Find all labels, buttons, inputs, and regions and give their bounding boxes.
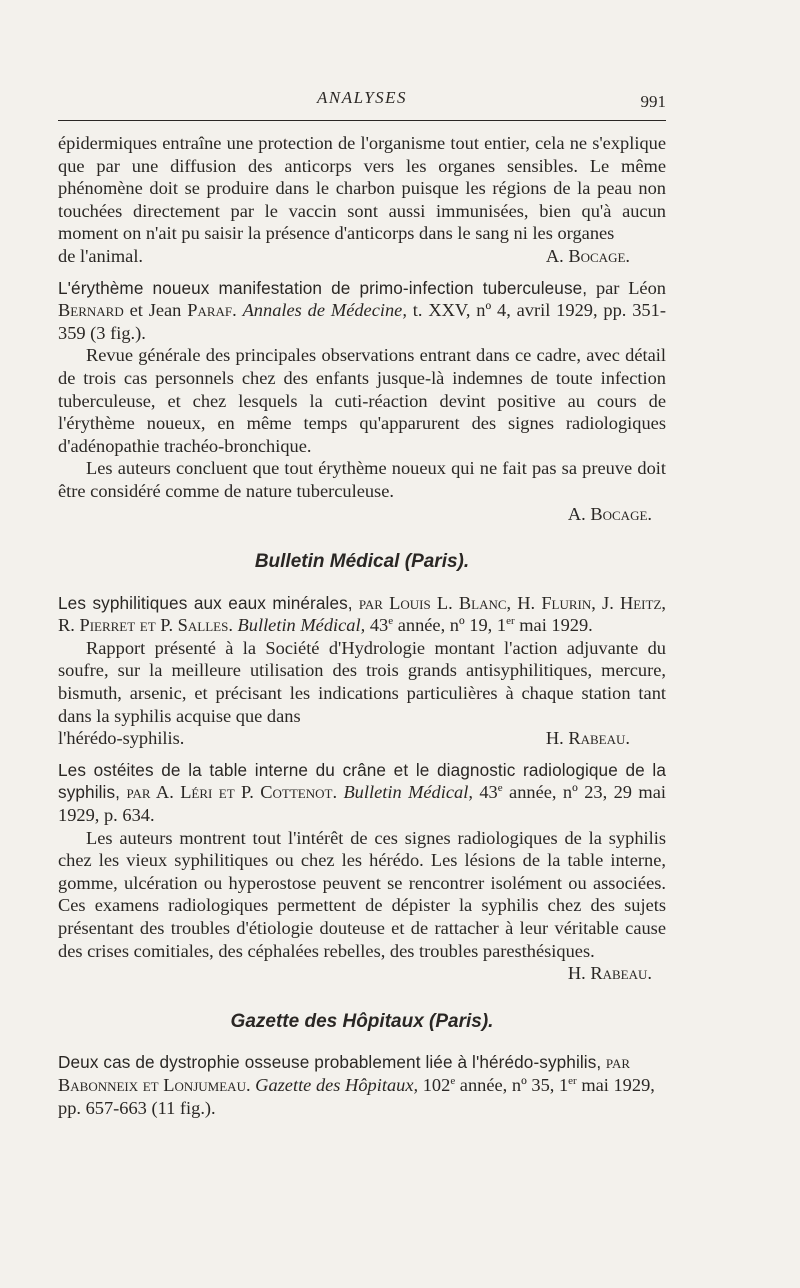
- abstract-dystrophie-citation: [58, 1051, 666, 1119]
- abstract-erytheme-paragraph-1: Revue générale des principales observations entrant dans ce cadre, avec détail de trois cas personnels chez des enfants jusque-là indemnes de toute infection tuberculeuse, et chez lesquels la cuti-réaction devint positive au cours de l'érythème noueux, en même temps qu'apparurent des signes radiologiques d'adénopathie trachéo-bronchique.: [58, 345, 666, 456]
- author-first: Jean: [148, 300, 182, 321]
- ordinal-suffix: er: [568, 1074, 577, 1087]
- signature-bocage-2: A. Bocage.: [567, 503, 652, 524]
- abstract-eaux-minerales-body: Rapport présenté à la Société d'Hydrologie montant l'action adjuvante du soufre, sur la meilleure utilisation des trois grands antisyphilitiques, mercure, bismuth, arsenic, et précisant les indications particulières à chaque station tant dans la syphilis acquise que dans: [58, 637, 666, 726]
- journal-name: Gazette des Hôpitaux,: [255, 1074, 419, 1095]
- citation-issue: année, nº 35,: [455, 1074, 555, 1095]
- citation-authors: par A. Léri et P. Cottenot.: [126, 782, 338, 803]
- citation-volume: 43: [479, 782, 498, 803]
- running-title: ANALYSES: [316, 88, 408, 107]
- citation-volume: 43: [369, 615, 389, 636]
- journal-name: Annales de Médecine,: [242, 300, 407, 321]
- citation-day: 1: [496, 615, 507, 636]
- ordinal-suffix: er: [506, 615, 515, 628]
- signature-rabeau-2: H. Rabeau.: [567, 963, 652, 984]
- author-last: Paraf.: [187, 300, 237, 321]
- citation-authors: par Louis L. Blanc, H. Flurin, J. Heitz, R. Pierret et P. Salles.: [58, 592, 666, 636]
- citation-day: 1: [558, 1074, 569, 1095]
- abstract-erytheme-paragraph-2: Les auteurs concluent que tout érythème noueux qui ne fait pas sa preuve doit être considéré comme de nature tuberculeuse.: [58, 458, 666, 501]
- page-number: 991: [640, 92, 666, 111]
- continued-abstract-end: [58, 245, 666, 268]
- citation-date: mai 1929.: [514, 615, 593, 636]
- abstract-dystrophie-title: Deux cas de dystrophie osseuse probablement liée à l'hérédo-syphilis,: [58, 1052, 602, 1073]
- author-last: Bernard: [58, 300, 124, 321]
- citation-issue: année, nº 19,: [393, 615, 493, 636]
- abstract-eaux-minerales-last-line: l'hérédo-syphilis.: [58, 728, 185, 749]
- abstract-erytheme-title: L'érythème noueux manifestation de primo-infection tuberculeuse,: [58, 277, 588, 298]
- section-heading-gazette-hopitaux: Gazette des Hôpitaux (Paris).: [230, 1010, 494, 1032]
- ordinal-suffix: e: [388, 615, 394, 628]
- citation-by: par: [595, 277, 620, 298]
- continued-abstract-body: épidermiques entraîne une protection de l'organisme tout entier, cela ne s'explique que par une diffusion des anticorps vers les organes sensibles. Le même phénomène doit se produire dans le charbon puisque les régions de la peau non touchées directement par le vaccin sont aussi immunisées, bien qu'à aucun moment on n'ait pu saisir la présence d'anticorps dans le sang ni les organes: [58, 133, 666, 244]
- citation-issue: année, nº 23, 29 mai 1929, p. 634.: [58, 782, 666, 826]
- abstract-eaux-minerales-title: Les syphilitiques aux eaux minérales,: [58, 592, 353, 613]
- citation-volume: 102: [422, 1074, 451, 1095]
- abstract-eaux-minerales-end: [58, 727, 666, 750]
- abstract-osteites-title: Les ostéites de la table interne du crâne et le diagnostic radiologique de la syphilis,: [58, 759, 666, 803]
- author-first: Léon: [628, 277, 666, 298]
- citation-date: mai 1929, pp. 657-663 (11 fig.).: [58, 1074, 655, 1118]
- journal-name: Bulletin Médical,: [343, 782, 473, 803]
- citation-reference: t. XXV, nº 4, avril 1929, pp. 351-359 (3 fig.).: [58, 300, 666, 343]
- ordinal-suffix: e: [450, 1074, 456, 1087]
- abstract-eaux-minerales-citation: [58, 592, 666, 637]
- page-content: [58, 132, 666, 1119]
- citation-authors: par Babonneix et Lonjumeau.: [58, 1052, 631, 1095]
- signature-rabeau-1: H. Rabeau.: [545, 728, 630, 749]
- signature-bocage-1: A. Bocage.: [545, 245, 630, 266]
- section-heading-bulletin-medical: Bulletin Médical (Paris).: [254, 551, 470, 573]
- ordinal-suffix: e: [497, 782, 503, 795]
- abstract-erytheme-citation: [58, 277, 666, 345]
- continued-abstract-last-line: de l'animal.: [58, 245, 144, 266]
- abstract-osteites-citation: [58, 759, 666, 827]
- running-header: [58, 88, 666, 118]
- citation-and: et: [129, 300, 143, 321]
- journal-name: Bulletin Médical,: [237, 615, 366, 636]
- header-rule: [58, 120, 666, 121]
- abstract-osteites-body: Les auteurs montrent tout l'intérêt de ces signes radiologiques de la syphilis chez les vieux syphilitiques ou chez les hérédo. Les lésions de la table interne, gomme, ulcération ou hyperostose peuvent se rencontrer isolément ou associées. Ces examens radiologiques permettent de dépister la syphilis chez des sujets présentant des troubles d'étiologie douteuse et de rattacher à leur véritable cause des crises comitiales, des céphalées rebelles, des troubles paresthésiques.: [58, 827, 666, 961]
